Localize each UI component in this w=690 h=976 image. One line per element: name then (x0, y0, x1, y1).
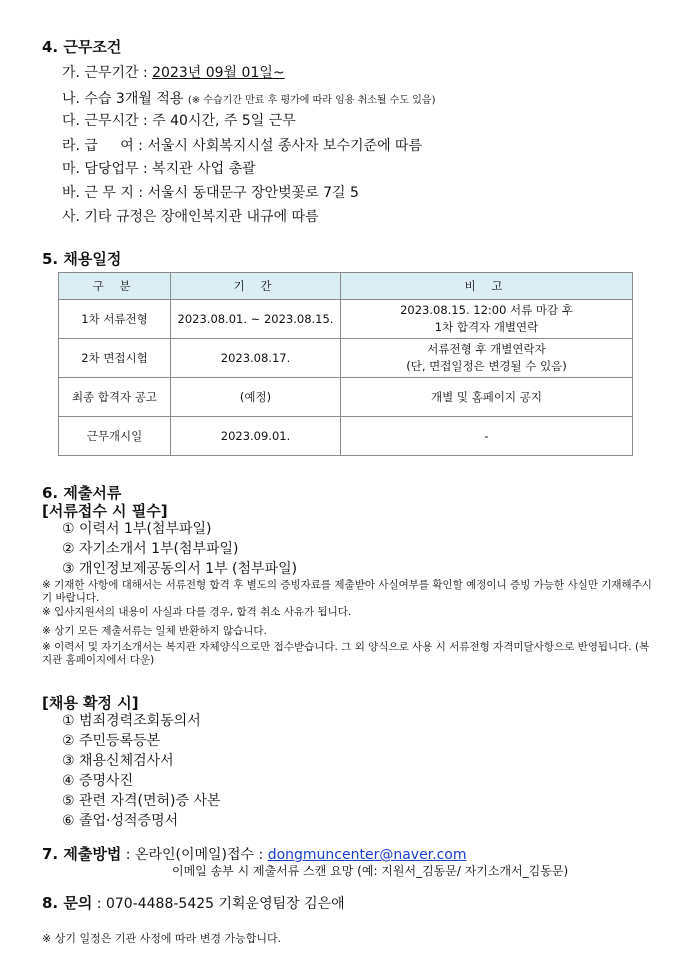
list-item: ② 주민등록등본 (62, 733, 161, 749)
list-item: ③ 채용신체검사서 (62, 753, 174, 769)
section-8-heading: 8. 문의 (42, 894, 93, 912)
table-row: 근무개시일 2023.09.01. - (59, 417, 633, 456)
work-hours-line: 다. 근무시간 : 주 40시간, 주 5일 근무 (62, 113, 296, 129)
required-docs-list (62, 519, 297, 579)
section-5-heading: 5. 채용일정 (42, 250, 122, 268)
email-link[interactable]: dongmuncenter@naver.com (267, 847, 467, 863)
inquiry-line: 8. 문의 : 070-4488-5425 기획운영팀장 김은애 (42, 894, 345, 912)
probation-note: (※ 수습기간 만료 후 평가에 따라 임용 취소될 수도 있음) (187, 95, 436, 106)
table-row: 1차 서류전형 2023.08.01. ~ 2023.08.15. 2023.08.15. 12:00 서류 마감 후 1차 합격자 개별연락 (59, 300, 633, 339)
section-7-heading: 7. 제출방법 (42, 845, 122, 863)
other-rules-line: 사. 기타 규정은 장애인복지관 내규에 따름 (62, 209, 319, 225)
section-4-heading: 4. 근무조건 (42, 38, 122, 56)
duty-line: 마. 담당업무 : 복지관 사업 총괄 (62, 161, 256, 177)
confirmed-docs-title: [채용 확정 시] (42, 694, 139, 712)
table-row: 2차 면접시험 2023.08.17. 서류전형 후 개별연락자 (단, 면접일정은 변경될 수 있음) (59, 339, 633, 378)
list-item: ① 범죄경력조회동의서 (62, 713, 201, 729)
workplace-line: 바. 근 무 지 : 서울시 동대문구 장안벚꽃로 7길 5 (62, 185, 359, 201)
required-docs-title: [서류접수 시 필수] (42, 502, 168, 520)
note-no-return: ※ 상기 모든 제출서류는 일체 반환하지 않습니다. (42, 625, 267, 637)
submission-method-line: 7. 제출방법 : 온라인(이메일)접수 : dongmuncenter@naver.com (42, 845, 467, 863)
footer-note: ※ 상기 일정은 기관 사정에 따라 변경 가능합니다. (42, 932, 282, 945)
note-false-info: ※ 입사지원서의 내용이 사실과 다를 경우, 합격 취소 사유가 됩니다. (42, 606, 352, 618)
list-item: ③ 개인정보제공동의서 1부 (첨부파일) (62, 561, 298, 577)
note-verification: ※ 기재한 사항에 대해서는 서류전형 합격 후 별도의 증빙자료를 제출받아 사실여부를 확인할 예정이니 증빙 가능한 사실만 기재해주시기 바랍니다. (42, 579, 652, 604)
table-row: 최종 합격자 공고 (예정) 개별 및 홈페이지 공지 (59, 378, 633, 417)
work-period-value: 2023년 09월 01일~ (152, 65, 285, 81)
header-category: 구 분 (59, 273, 171, 300)
list-item: ④ 증명사진 (62, 773, 134, 789)
section-6-heading: 6. 제출서류 (42, 484, 122, 502)
email-instructions: 이메일 송부 시 제출서류 스캔 요망 (예: 지원서_김동문/ 자기소개서_김동문) (172, 864, 569, 878)
salary-line: 라. 급 여 : 서울시 사회복지시설 종사자 보수기준에 따름 (62, 138, 423, 154)
confirmed-docs-list (62, 711, 221, 831)
note-form: ※ 이력서 및 자기소개서는 복지관 자체양식으로만 접수받습니다. 그 외 양식으로 사용 시 서류전형 자격미달사항으로 반영됩니다. (복지관 홈페이지에서 다운) (42, 641, 650, 666)
list-item: ⑥ 졸업·성적증명서 (62, 813, 179, 829)
list-item: ② 자기소개서 1부(첨부파일) (62, 541, 239, 557)
header-period: 기 간 (171, 273, 341, 300)
work-period-line: 가. 근무기간 : 2023년 09월 01일~ (62, 65, 285, 81)
list-item: ⑤ 관련 자격(면허)증 사본 (62, 793, 221, 809)
list-item: ① 이력서 1부(첨부파일) (62, 521, 212, 537)
schedule-header-row (59, 273, 633, 300)
header-note: 비 고 (341, 273, 633, 300)
schedule-table (58, 272, 633, 456)
probation-line: 나. 수습 3개월 적용 (※ 수습기간 만료 후 평가에 따라 임용 취소될 수도 있음) (62, 91, 436, 107)
